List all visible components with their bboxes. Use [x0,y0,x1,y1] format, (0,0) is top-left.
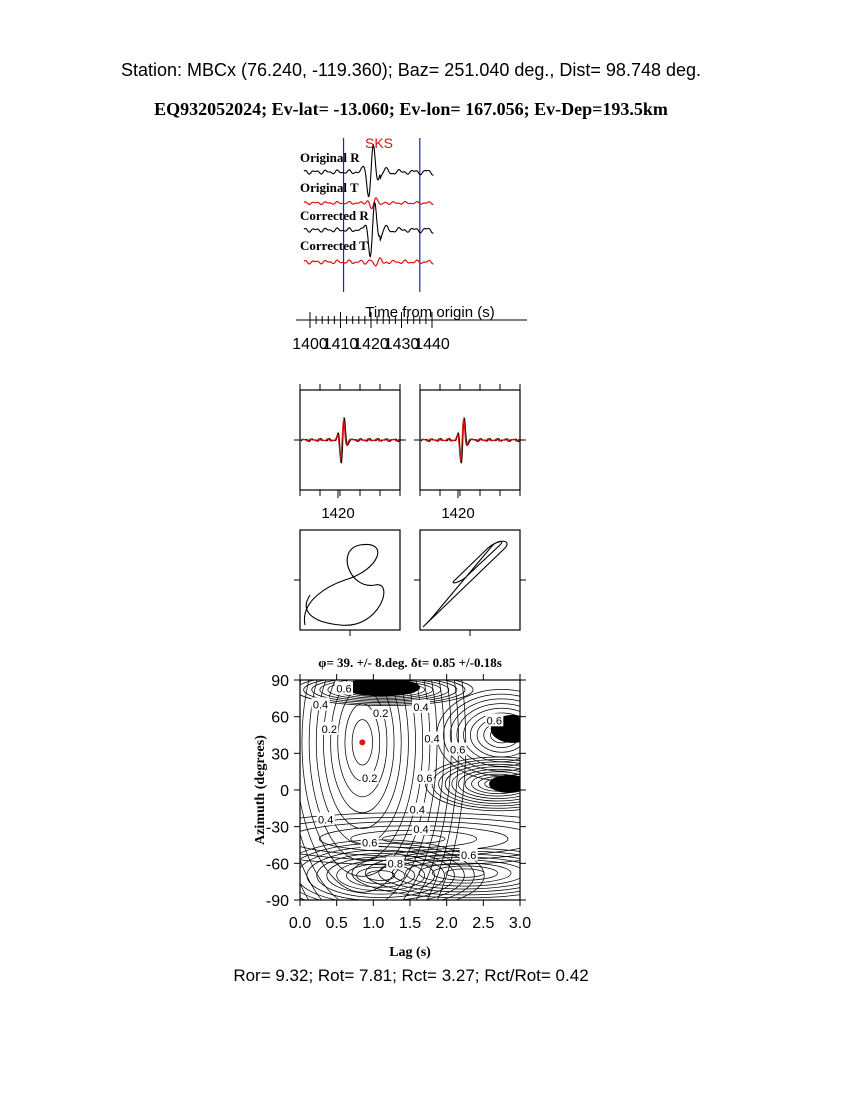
particle-left-frame [300,530,400,630]
azimuth-tick-label: -60 [265,856,289,874]
waveform-overlay-left [294,384,406,522]
particle-left-curve [304,544,383,625]
grid-title [318,655,502,670]
particle-motion-right [414,530,526,636]
contour-label: 0.4 [424,733,440,746]
best-fit-marker [359,739,365,745]
contour-line [446,869,484,877]
sks-phase-label: SKS [365,135,394,151]
lag-axis-label: Lag (s) [389,945,431,960]
ratio-summary: Ror= 9.32; Rot= 7.81; Rct= 3.27; Rct/Rot= 0.42 [233,966,589,985]
lag-tick-label: 0.5 [325,915,348,932]
contour-label: 0.4 [312,699,329,712]
contour-label: 0.4 [413,701,429,714]
lag-tick-label: 2.5 [472,915,495,932]
contour-label: 0.2 [362,772,378,785]
max-region [344,678,420,696]
trace-label-corrected-t: Corrected T [300,238,368,253]
azimuth-axis-label: Azimuth (degrees) [253,735,268,845]
overlay-right-tick-label: 1420 [441,505,475,522]
contour-line [307,850,455,901]
contour-label: 0.8 [387,858,403,871]
contour-label: 0.6 [450,744,466,757]
azimuth-tick-label: 90 [271,673,289,690]
lag-tick-label: 3.0 [508,915,532,932]
time-axis-ticks [292,312,450,353]
time-tick-label: 1400 [292,336,328,353]
overlay-left-tick-label: 1420 [321,505,355,522]
lag-tick-label: 1.5 [398,915,422,932]
lag-tick-label: 2.0 [435,915,458,932]
time-tick-label: 1440 [414,336,450,353]
particle-right-ticks [414,580,526,636]
time-axis-label: Time from origin (s) [365,304,495,321]
contour-label: 0.6 [461,849,477,862]
contour-label: 0.6 [486,715,502,728]
contour-label: 0.6 [362,837,378,850]
contour-line [366,871,394,881]
trace-label-original-r: Original R [300,150,360,165]
azimuth-tick-label: -90 [265,893,289,910]
trace-label-original-t: Original T [300,180,359,195]
waveform-overlay-right [414,384,526,522]
seismogram-panel [292,135,527,353]
contour-label: 0.4 [318,814,334,827]
contour-label: 0.2 [373,708,389,720]
time-tick-label: 1420 [353,336,389,353]
azimuth-axis-ticks [266,673,526,910]
trace-label-corrected-r: Corrected R [300,208,369,223]
azimuth-tick-label: 0 [280,783,289,800]
event-info-line: EQ932052024; Ev-lat= -13.060; Ev-lon= 167.056; Ev-Dep=193.5km [154,99,668,119]
time-tick-label: 1410 [322,336,359,353]
particle-right-curve [423,541,507,627]
contour-label: 0.6 [336,683,352,696]
energy-grid-panel [225,513,602,972]
particle-left-ticks [294,580,350,636]
dt-estimate: δt= 0.85 +/-0.18s [410,655,502,670]
lag-tick-label: 1.0 [362,915,385,932]
phi-estimate: φ= 39. +/- 8.deg. [318,655,408,670]
lag-tick-label: 0.0 [288,915,312,932]
azimuth-tick-label: 30 [271,746,289,764]
contour-line [432,866,497,880]
station-info-line: Station: MBCx (76.240, -119.360); Baz= 251.040 deg., Dist= 98.748 deg. [120,60,702,80]
contour-label: 0.2 [321,723,337,736]
contour-label: 0.6 [417,772,433,785]
time-tick-label: 1430 [383,336,420,353]
azimuth-tick-label: -30 [265,819,289,837]
particle-motion-left [294,530,400,636]
contour-label: 0.4 [409,804,425,817]
azimuth-tick-label: 60 [271,709,289,727]
trace-corrected-t [304,258,434,266]
contour-label: 0.4 [413,824,429,837]
